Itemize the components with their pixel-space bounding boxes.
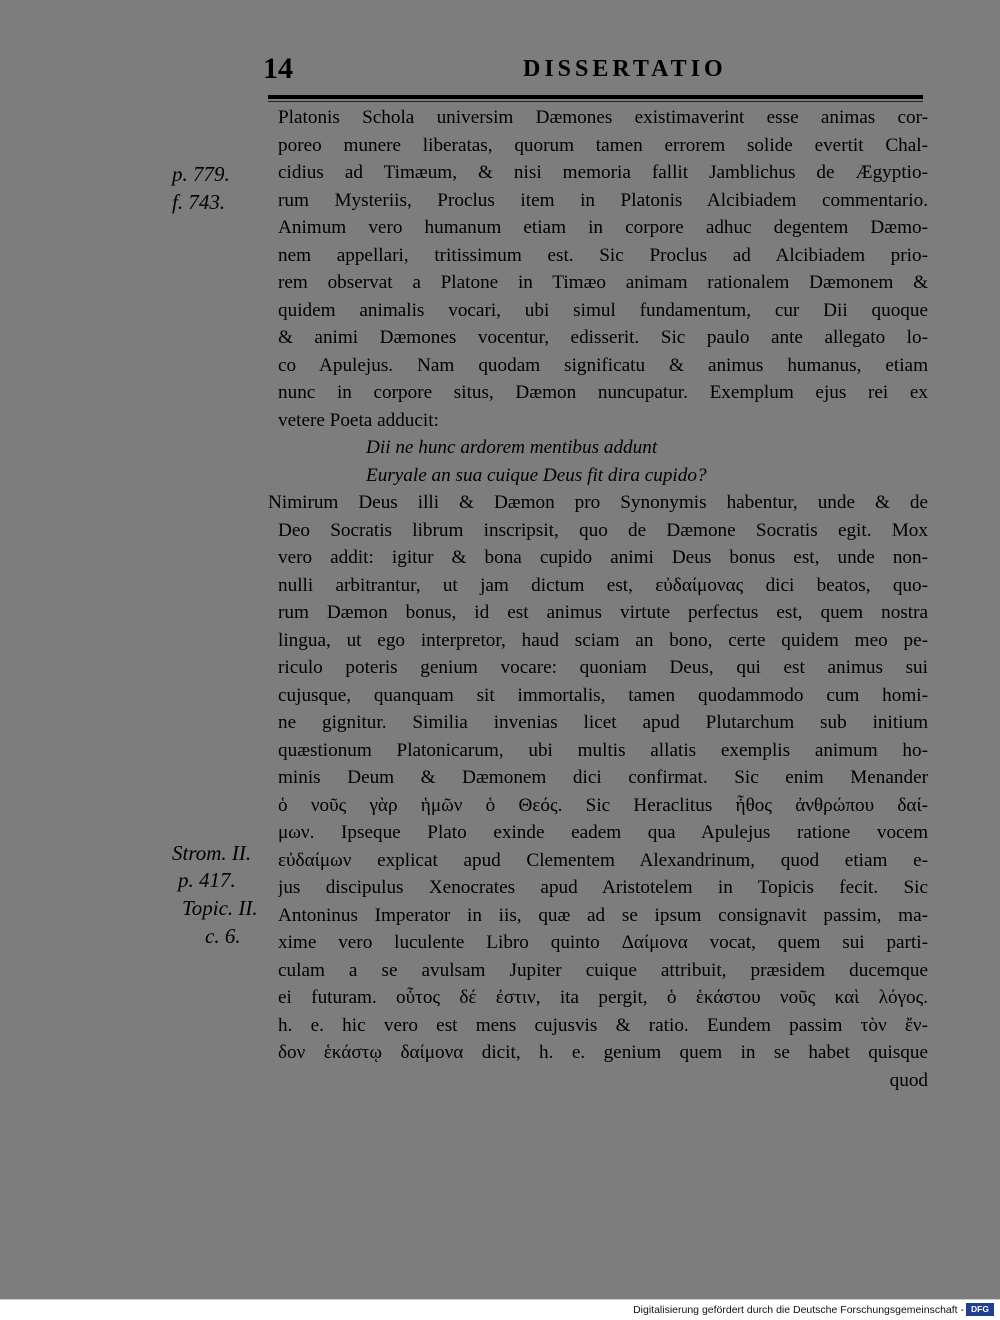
footer-bar — [0, 1299, 1000, 1320]
margin-note: f. 743. — [172, 190, 226, 214]
page-header — [255, 52, 925, 92]
text-line: Deo Socratis librum inscripsit, quo de Dæmone Socratis egit. Mox — [278, 519, 928, 541]
running-head: DISSERTATIO — [523, 56, 727, 82]
text-line: rum Mysteriis, Proclus item in Platonis Alcibiadem commentario. — [278, 189, 928, 211]
body-text — [268, 104, 928, 1094]
text-line: nulli arbitrantur, ut jam dictum est, εὐδαίμονας dici beatos, quo- — [278, 574, 928, 596]
margin-note: c. 6. — [205, 924, 241, 948]
funding-notice: Digitalisierung gefördert durch die Deutsche Forschungsgemeinschaft - — [633, 1304, 964, 1316]
page-number: 14 — [263, 52, 293, 85]
catchword: quod — [889, 1069, 928, 1091]
header-rule — [268, 95, 923, 99]
header-rule-thin — [268, 101, 923, 102]
verse-line: Euryale an sua cuique Deus fit dira cupido? — [366, 464, 707, 486]
text-line: μων. Ipseque Plato exinde eadem qua Apulejus ratione vocem — [278, 822, 928, 843]
text-line: ei futuram. οὗτος δέ ἐστιν, ita pergit, ὁ ἑκάστου νοῦς καὶ λόγος. — [278, 987, 928, 1008]
text-line: quæstionum Platonicarum, ubi multis allatis exemplis animum ho- — [278, 739, 928, 761]
margin-note: p. 417. — [178, 868, 236, 892]
text-line: Animum vero humanum etiam in corpore adhuc degentem Dæmo- — [278, 217, 928, 238]
text-line: rem observat a Platone in Timæo animam rationalem Dæmonem & — [278, 272, 928, 293]
text-line: xime vero luculente Libro quinto Δαίμονα vocat, quem sui parti- — [278, 932, 928, 953]
text-line: rum Dæmon bonus, id est animus virtute perfectus est, quem nostra — [278, 602, 928, 623]
text-line: poreo munere liberatas, quorum tamen errorem solide evertit Chal- — [278, 134, 928, 156]
text-line: co Apulejus. Nam quodam significatu & animus humanus, etiam — [278, 354, 928, 376]
text-line: Platonis Schola universim Dæmones existimaverint esse animas cor- — [278, 107, 928, 128]
text-line: ne gignitur. Similia invenias licet apud Plutarchum sub initium — [278, 712, 928, 733]
text-line: δον ἑκάστῳ δαίμονα dicit, h. e. genium quem in se habet quisque — [278, 1042, 928, 1063]
text-line: minis Deum & Dæmonem dici confirmat. Sic enim Menander — [278, 767, 928, 788]
text-line: vetere Poeta adducit: — [278, 409, 439, 431]
verse-line: Dii ne hunc ardorem mentibus addunt — [366, 437, 658, 458]
text-line: & animi Dæmones vocentur, edisserit. Sic paulo ante allegato lo- — [278, 327, 928, 348]
text-line: ὁ νοῦς γὰρ ἡμῶν ὁ Θεός. Sic Heraclitus ἦθος ἀνθρώπου δαί- — [278, 794, 928, 816]
text-line: lingua, ut ego interpretor, haud sciam an bono, certe quidem meo pe- — [278, 629, 928, 651]
text-line: riculo poteris genium vocare: quoniam Deus, qui est animus sui — [278, 657, 928, 678]
text-line: nem appellari, tritissimum est. Sic Proclus ad Alcibiadem prio- — [278, 244, 928, 266]
text-line: nunc in corpore situs, Dæmon nuncupatur. Exemplum ejus rei ex — [278, 382, 928, 403]
text-line: h. e. hic vero est mens cujusvis & ratio. Eundem passim τὸν ἔν- — [278, 1014, 928, 1036]
margin-note: Strom. II. — [172, 841, 252, 865]
text-line: vero addit: igitur & bona cupido animi Deus bonus est, unde non- — [278, 547, 928, 568]
text-line: culam a se avulsam Jupiter cuique attribuit, præsidem ducemque — [278, 959, 928, 981]
text-line: Antoninus Imperator in iis, quæ ad se ipsum consignavit passim, ma- — [278, 904, 928, 926]
text-line: jus discipulus Xenocrates apud Aristotelem in Topicis fecit. Sic — [278, 877, 928, 898]
text-line: εὐδαίμων explicat apud Clementem Alexandrinum, quod etiam e- — [278, 849, 928, 871]
margin-note: Topic. II. — [182, 896, 258, 920]
text-line: quidem animalis vocari, ubi simul fundamentum, cur Dii quoque — [278, 299, 928, 321]
text-line: cujusque, quanquam sit immortalis, tamen quodammodo cum homi- — [278, 684, 928, 706]
text-line: Nimirum Deus illi & Dæmon pro Synonymis habentur, unde & de — [268, 492, 928, 513]
text-line: cidius ad Timæum, & nisi memoria fallit Jamblichus de Ægyptio- — [278, 162, 928, 183]
dfg-logo: DFG — [966, 1303, 994, 1316]
margin-note: p. 779. — [172, 162, 230, 186]
